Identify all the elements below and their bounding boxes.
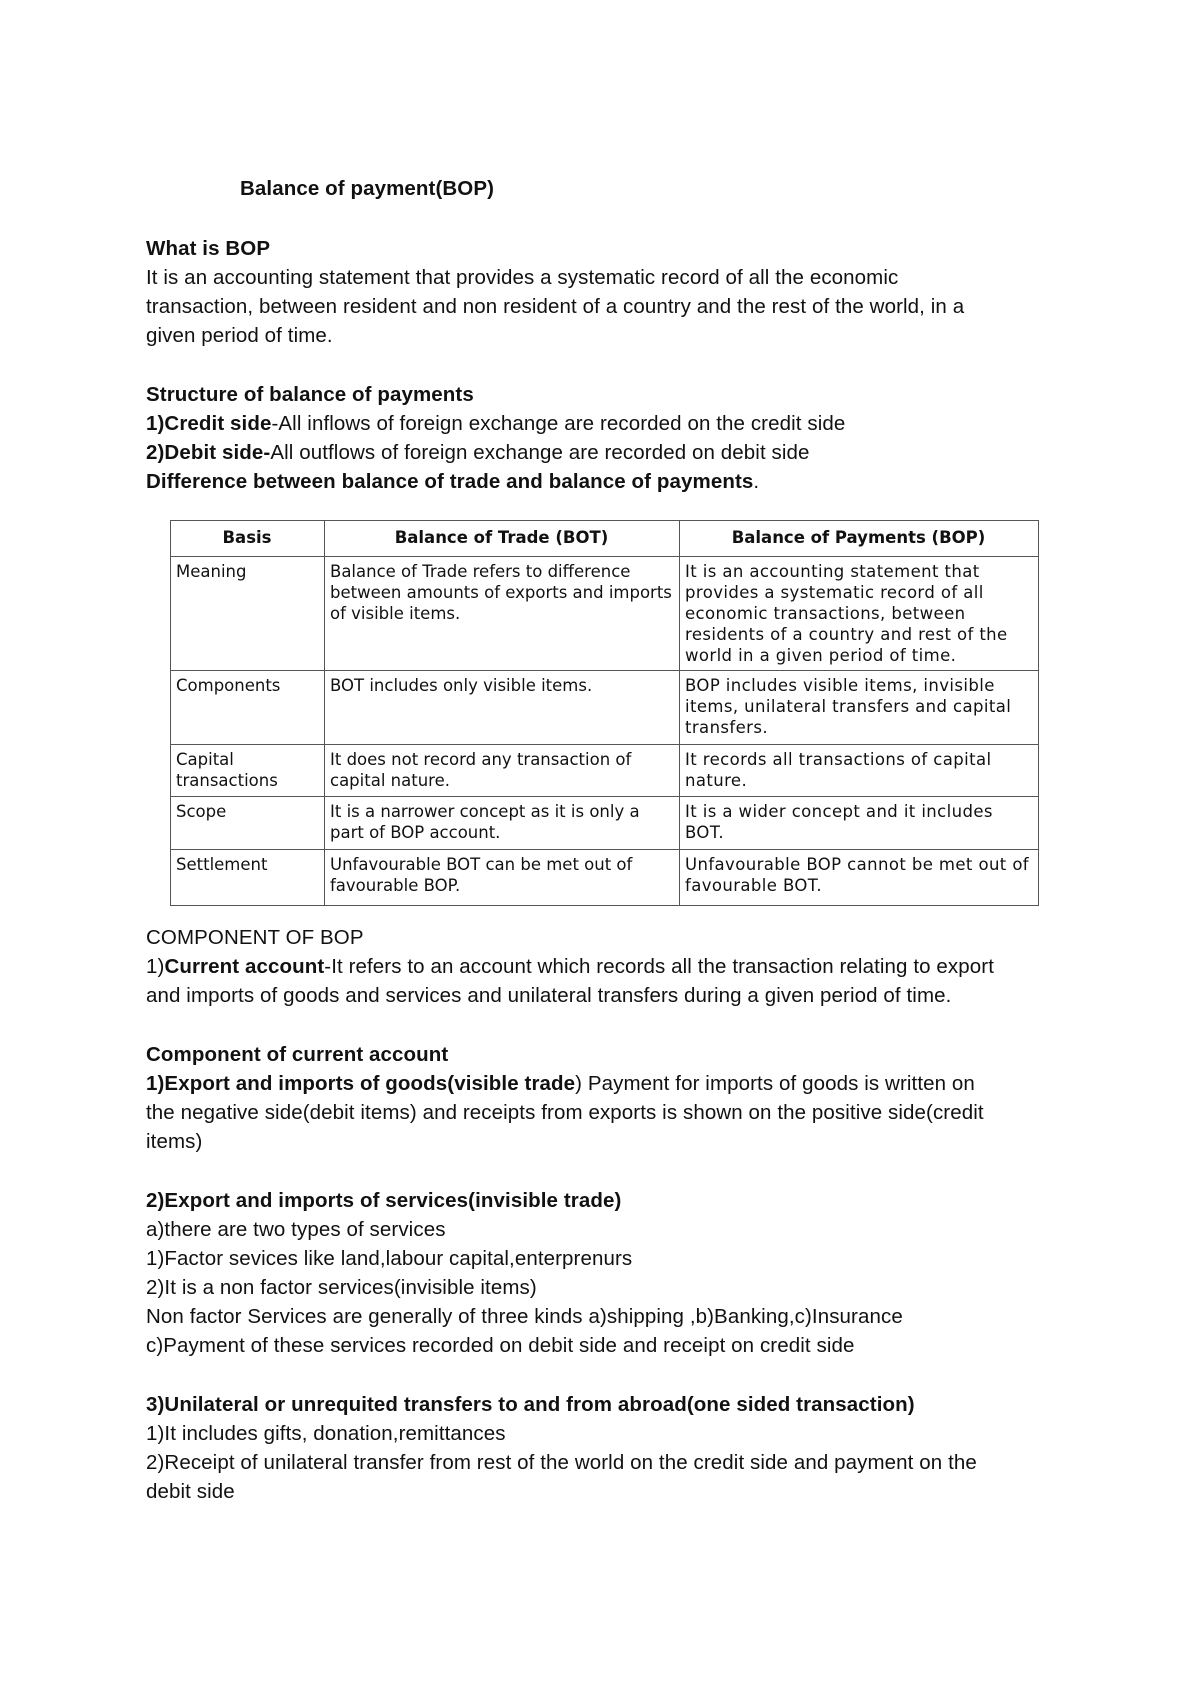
- table-row: [171, 797, 1039, 849]
- services-heading: 2)Export and imports of services(invisible trade): [146, 1189, 622, 1212]
- what-is-heading: What is BOP: [146, 237, 271, 260]
- table-header-cell: Basis: [171, 521, 325, 557]
- table-cell-bot: It is a narrower concept as it is only a part of BOP account.: [325, 797, 680, 849]
- paragraph-line: debit side: [146, 1480, 235, 1503]
- credit-side-line: [146, 409, 845, 438]
- paragraph-line: and imports of goods and services and unilateral transfers during a given period of time.: [146, 984, 952, 1007]
- table-cell-bot: It does not record any transaction of capital nature.: [325, 745, 680, 797]
- structure-heading: Structure of balance of payments: [146, 383, 474, 406]
- table-cell-bop: It records all transactions of capital nature.: [680, 745, 1039, 797]
- paragraph-line: c)Payment of these services recorded on debit side and receipt on credit side: [146, 1334, 855, 1357]
- paragraph-line: items): [146, 1130, 203, 1153]
- credit-side-text: -All inflows of foreign exchange are recorded on the credit side: [271, 412, 846, 435]
- table-cell-bop: Unfavourable BOP cannot be met out of favourable BOT.: [680, 849, 1039, 905]
- paragraph-line: 2)Receipt of unilateral transfer from rest of the world on the credit side and payment on the: [146, 1451, 977, 1474]
- paragraph-line: given period of time.: [146, 324, 333, 347]
- current-account-prefix: 1): [146, 955, 165, 978]
- paragraph-line: transaction, between resident and non resident of a country and the rest of the world, in a: [146, 295, 965, 318]
- current-account-text: -It refers to an account which records all the transaction relating to export: [324, 955, 994, 978]
- table-cell-bop: BOP includes visible items, invisible items, unilateral transfers and capital transfers.: [680, 670, 1039, 744]
- transfers-heading: 3)Unilateral or unrequited transfers to and from abroad(one sided transaction): [146, 1393, 915, 1416]
- current-account-label: Current account: [164, 955, 325, 978]
- debit-side-text: All outflows of foreign exchange are recorded on debit side: [270, 441, 810, 464]
- table-cell-basis: Settlement: [171, 849, 325, 905]
- table-cell-basis: Meaning: [171, 557, 325, 671]
- page-title: Balance of payment(BOP): [240, 177, 495, 200]
- table-cell-bot: Unfavourable BOT can be met out of favourable BOP.: [325, 849, 680, 905]
- table-cell-bot: BOT includes only visible items.: [325, 670, 680, 744]
- difference-suffix: .: [753, 470, 760, 493]
- paragraph-line: the negative side(debit items) and receipts from exports is shown on the positive side(credit: [146, 1101, 984, 1124]
- table-row: [171, 745, 1039, 797]
- table-row: [171, 557, 1039, 671]
- bot-vs-bop-table: [170, 520, 1039, 906]
- table-cell-basis: Components: [171, 670, 325, 744]
- table-cell-bop: It is a wider concept and it includes BOT.: [680, 797, 1039, 849]
- table-header-cell: Balance of Payments (BOP): [680, 521, 1039, 557]
- component-heading: COMPONENT OF BOP: [146, 926, 364, 949]
- table-header-cell: Balance of Trade (BOT): [325, 521, 680, 557]
- paragraph-line: a)there are two types of services: [146, 1218, 446, 1241]
- paragraph-line: 2)It is a non factor services(invisible items): [146, 1276, 537, 1299]
- paragraph-line: 1)Factor sevices like land,labour capital,enterprenurs: [146, 1247, 633, 1270]
- goods-line: [146, 1069, 975, 1098]
- table-cell-basis: Scope: [171, 797, 325, 849]
- table-cell-bop: It is an accounting statement that provides a systematic record of all economic transactions, between residents of a country and rest of the world in a given period of time.: [680, 557, 1039, 671]
- current-account-components-heading: Component of current account: [146, 1043, 449, 1066]
- table-cell-basis: Capital transactions: [171, 745, 325, 797]
- paragraph-line: Non factor Services are generally of three kinds a)shipping ,b)Banking,c)Insurance: [146, 1305, 903, 1328]
- table-row: [171, 849, 1039, 905]
- current-account-line: [146, 952, 994, 981]
- credit-side-label: 1)Credit side: [146, 412, 272, 435]
- table-header-row: [171, 521, 1039, 557]
- debit-side-line: [146, 438, 810, 467]
- goods-text: ) Payment for imports of goods is written on: [575, 1072, 975, 1095]
- difference-heading-line: [146, 467, 759, 496]
- table-cell-bot: Balance of Trade refers to difference between amounts of exports and imports of visible items.: [325, 557, 680, 671]
- difference-heading: Difference between balance of trade and balance of payments: [146, 470, 754, 493]
- debit-side-label: 2)Debit side-: [146, 441, 271, 464]
- table-row: [171, 670, 1039, 744]
- paragraph-line: It is an accounting statement that provides a systematic record of all the economic: [146, 266, 899, 289]
- paragraph-line: 1)It includes gifts, donation,remittances: [146, 1422, 506, 1445]
- goods-label: 1)Export and imports of goods(visible trade: [146, 1072, 576, 1095]
